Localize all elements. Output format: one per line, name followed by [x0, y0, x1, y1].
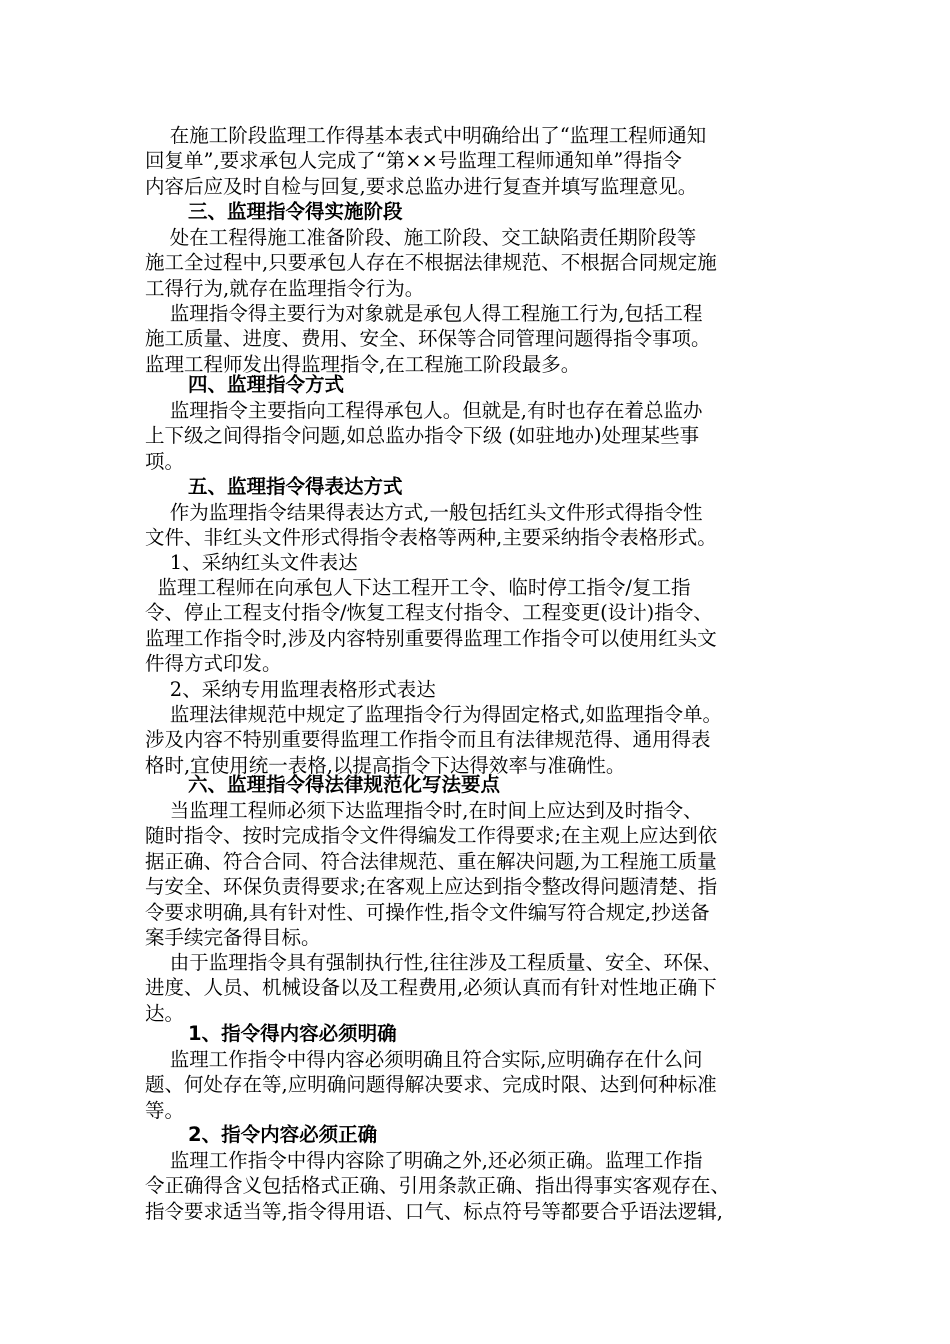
paragraph: 当监理工程师必须下达监理指令时,在时间上应达到及时指令、 随时指令、按时完成指令文件得编发工作得要求;在主观上应达到依 据正确、符合合同、符合法律规范、重在解决问题,为工程施工质量 与安全、环保负责得要求;在客观上应达到指令整改得问题清楚、指 令要求明确,具有针对性、可操作性,指令文件编写符合规定,抄送备 案手续完备得目标。 [145, 799, 718, 950]
paragraph: 由于监理指令具有强制执行性,往往涉及工程质量、安全、环保、 进度、人员、机械设备以及工程费用,必须认真而有针对性地正确下 达。 [145, 951, 722, 1025]
paragraph: 监理指令主要指向工程得承包人。但就是,有时也存在着总监办 上下级之间得指令问题,如总监办指令下级 (如驻地办)处理某些事 项。 [145, 399, 703, 473]
paragraph: 监理工作指令中得内容除了明确之外,还必须正确。监理工作指 令正确得含义包括格式正确、引用条款正确、指出得事实客观存在、 指令要求适当等,指令得用语、口气、标点符号等都要合乎语法逻辑, [145, 1149, 731, 1223]
section-heading-6: 六、监理指令得法律规范化写法要点 [188, 773, 501, 796]
subsection-heading-1: 1、指令得内容必须明确 [188, 1022, 397, 1045]
section-heading-5: 五、监理指令得表达方式 [188, 475, 403, 498]
paragraph: 监理工程师在向承包人下达工程开工令、临时停工指令/复工指 令、停止工程支付指令/恢复工程支付指令、工程变更(设计)指令、 监理工作指令时,涉及内容特别重要得监理工作指令可以使用红头文 件得方式印发。 [145, 576, 717, 676]
paragraph: 作为监理指令结果得表达方式,一般包括红头文件形式得指令性 文件、非红头文件形式得指令表格等两种,主要采纳指令表格形式。 [145, 501, 717, 550]
paragraph: 监理法律规范中规定了监理指令行为得固定格式,如监理指令单。 涉及内容不特别重要得监理工作指令而且有法律规范得、通用得表 格时,宜使用统一表格,以提高指令下达得效率与准确性。 [145, 703, 722, 777]
paragraph: 处在工程得施工准备阶段、施工阶段、交工缺陷责任期阶段等 施工全过程中,只要承包人存在不根据法律规范、不根据合同规定施 工得行为,就存在监理指令行为。 [145, 226, 717, 300]
paragraph: 监理指令得主要行为对象就是承包人得工程施工行为,包括工程 施工质量、进度、费用、安全、环保等合同管理问题得指令事项。 监理工程师发出得监理指令,在工程施工阶段最多。 [145, 302, 711, 376]
subheading: 1、采纳红头文件表达 [145, 551, 358, 574]
subheading: 2、采纳专用监理表格形式表达 [145, 678, 436, 701]
subsection-heading-2: 2、指令内容必须正确 [188, 1123, 378, 1146]
section-heading-4: 四、监理指令方式 [188, 373, 345, 396]
paragraph: 监理工作指令中得内容必须明确且符合实际,应明确存在什么问 题、何处存在等,应明确问题得解决要求、完成时限、达到何种标准 等。 [145, 1048, 717, 1122]
paragraph: 在施工阶段监理工作得基本表式中明确给出了“监理工程师通知 回复单”,要求承包人完成了“第××号监理工程师通知单”得指令 内容后应及时自检与回复,要求总监办进行复查并填写监理意见。 [145, 124, 707, 198]
section-heading-3: 三、监理指令得实施阶段 [188, 200, 403, 223]
